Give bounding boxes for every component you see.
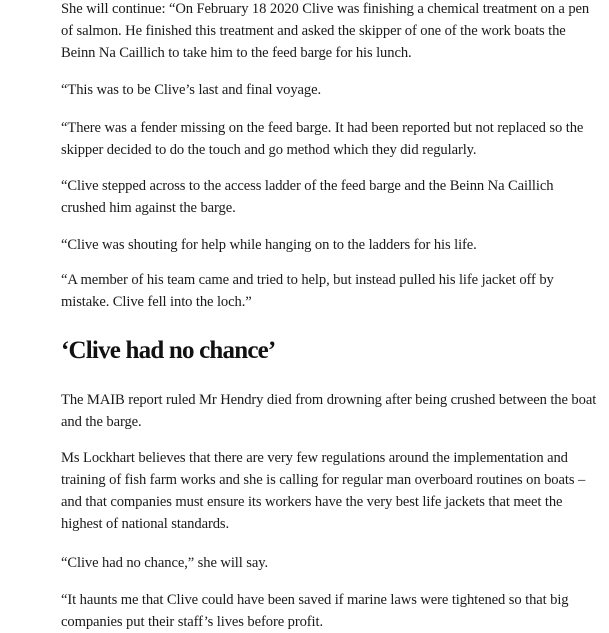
article-paragraph: “Clive had no chance,” she will say. (61, 555, 268, 571)
article-paragraph: She will continue: “On February 18 2020 Clive was finishing a chemical treatment on a pen of salmon. He finished this treatment and asked the skipper of one of the work boats the Beinn Na Caillich to take him to the feed barge for his lunch. (61, 1, 590, 61)
article-paragraph: The MAIB report ruled Mr Hendry died from drowning after being crushed between the boat and the barge. (61, 392, 597, 430)
article-subheading: ‘Clive had no chance’ (61, 337, 276, 364)
article-paragraph: “Clive was shouting for help while hanging on to the ladders for his life. (61, 237, 477, 253)
article-paragraph: “There was a fender missing on the feed barge. It had been reported but not replaced so the skipper decided to do the touch and go method which they did regularly. (61, 120, 584, 158)
article-paragraph: “A member of his team came and tried to help, but instead pulled his life jacket off by mistake. Clive fell into the loch.” (61, 272, 554, 310)
article-paragraph: “It haunts me that Clive could have been saved if marine laws were tightened so that big companies put their staff’s lives before profit. (61, 592, 569, 630)
article-paragraph: “Clive stepped across to the access ladder of the feed barge and the Beinn Na Caillich crushed him against the barge. (61, 178, 554, 216)
article-paragraph: Ms Lockhart believes that there are very few regulations around the implementation and training of fish farm works and she is calling for regular man overboard routines on boats – and that companies must ensure its workers have the very best life jackets that meet the highest of national standards. (61, 450, 586, 532)
article-paragraph: “This was to be Clive’s last and final voyage. (61, 82, 322, 98)
